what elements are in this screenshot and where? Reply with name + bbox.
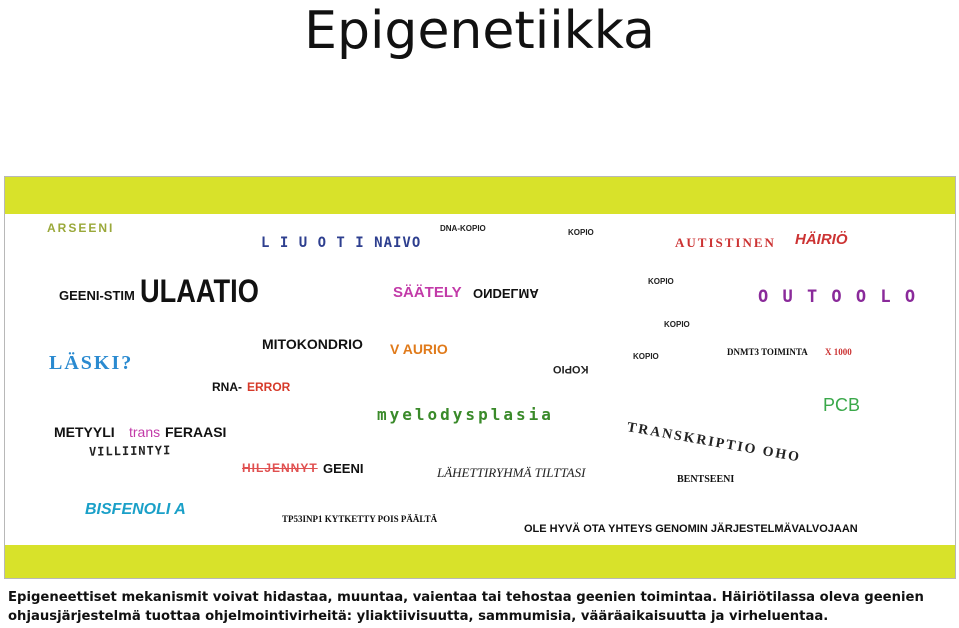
word-outo-olo: O U T O O L O xyxy=(758,287,918,307)
caption-line-1: Epigeneettiset mekanismit voivat hidastaa, muuntaa, vaientaa tai tehostaa geenien toimintaa. Häiriötilassa oleva geenien xyxy=(8,590,924,605)
word-rna: RNA- xyxy=(212,380,242,394)
figure-caption xyxy=(8,588,953,626)
word-ondgelma-mirrored: ONDELMA xyxy=(473,286,539,301)
word-pcb: PCB xyxy=(823,395,861,415)
epigenetics-word-collage xyxy=(4,176,956,579)
word-hairio: HÄIRIÖ xyxy=(795,231,848,248)
slide-title: Epigenetiikka xyxy=(304,1,655,61)
word-rna-error: ERROR xyxy=(247,380,291,394)
word-geeni: GEENI xyxy=(323,461,364,476)
word-ulaatio: ULAATIO xyxy=(140,273,259,309)
bottom-yellow-band xyxy=(5,545,955,579)
word-autistinen: AUTISTINEN xyxy=(675,235,776,250)
word-tp53: TP53INP1 KYTKETTY POIS PÄÄLTÄ xyxy=(282,514,438,524)
word-kopio-4: KOPIO xyxy=(633,352,659,361)
word-transkriptio: TRANSKRIPTIO OHO xyxy=(625,420,803,466)
word-trans: trans xyxy=(129,424,161,440)
word-vaurio: V AURIO xyxy=(390,341,448,357)
word-kopio-2: KOPIO xyxy=(648,277,674,286)
top-yellow-band xyxy=(5,177,955,214)
word-ole-hyva: OLE HYVÄ OTA YHTEYS GENOMIN JÄRJESTELMÄVALVOJAAN xyxy=(524,523,858,535)
word-bentseeni: BENTSEENI xyxy=(677,474,735,485)
word-dnmt3: DNMT3 TOIMINTA xyxy=(727,347,808,357)
word-kopio-mirrored: KOPIO xyxy=(553,363,589,375)
word-villiintyi: VILLIINTYI xyxy=(88,443,172,459)
word-liuotinaivo: L I U O T I NAIVO xyxy=(261,235,422,251)
word-arseeni: ARSEENI xyxy=(47,221,115,235)
word-lahettiryhma: LÄHETTIRYHMÄ TILTTASI xyxy=(437,465,586,480)
word-hiljennyt: HILJENNYT xyxy=(242,461,318,475)
word-kopio-3: KOPIO xyxy=(664,320,690,329)
word-dna-kopio: DNA-KOPIO xyxy=(440,224,486,233)
word-metyyli: METYYLI xyxy=(54,424,115,440)
caption-line-2: ohjausjärjestelmä tuottaa ohjelmointivirheitä: yliaktiivisuutta, sammumisia, vääräaikaisuutta ja virheluentaa. xyxy=(8,609,829,624)
word-feraasi: FERAASI xyxy=(165,424,227,440)
word-mitokondrio: MITOKONDRIO xyxy=(262,336,363,352)
word-geeni-stim: GEENI-STIM xyxy=(59,288,135,303)
word-kopio-1: KOPIO xyxy=(568,228,594,237)
word-bisfenoli: BISFENOLI A xyxy=(85,501,186,518)
word-myelodysplasia: myelodysplasia xyxy=(377,405,554,424)
word-lasku: LÄSKI? xyxy=(49,352,134,374)
word-dnmt3-multiplier: X 1000 xyxy=(825,347,852,357)
word-saately: SÄÄTELY xyxy=(393,284,462,301)
